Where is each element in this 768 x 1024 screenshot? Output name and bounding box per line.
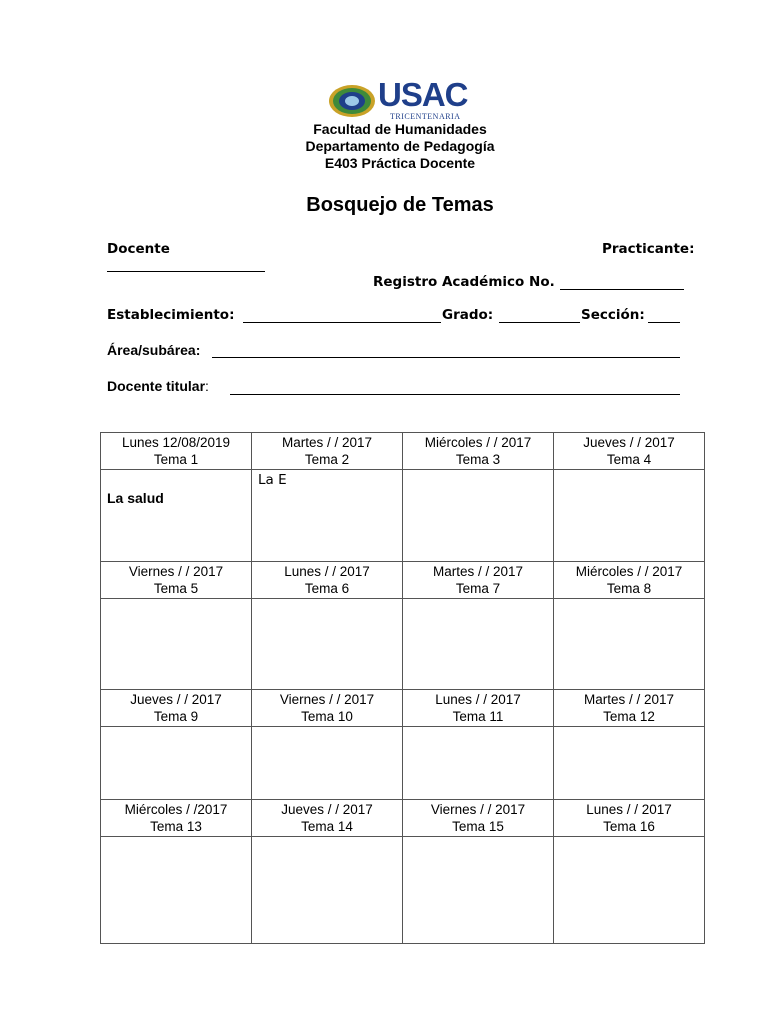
- topic-cell[interactable]: [554, 599, 705, 690]
- day-header-cell: Lunes 12/08/2019 Tema 1: [101, 433, 252, 470]
- table-header-row: [101, 562, 705, 599]
- faculty-name: Facultad de Humanidades: [313, 121, 487, 137]
- table-content-row: [101, 727, 705, 800]
- day-header-cell: Miércoles / /2017 Tema 13: [101, 800, 252, 837]
- course-name: E403 Práctica Docente: [324, 155, 476, 171]
- topic-cell[interactable]: [101, 837, 252, 944]
- registro-line[interactable]: [560, 289, 684, 290]
- day-header-cell: Martes / / 2017 Tema 2: [252, 433, 403, 470]
- day-header-cell: Lunes / / 2017 Tema 16: [554, 800, 705, 837]
- topic-cell[interactable]: [252, 599, 403, 690]
- day-header-cell: Viernes / / 2017 Tema 15: [403, 800, 554, 837]
- day-header-cell: Viernes / / 2017 Tema 5: [101, 562, 252, 599]
- day-header-cell: Lunes / / 2017 Tema 11: [403, 690, 554, 727]
- day-header-cell: Jueves / / 2017 Tema 9: [101, 690, 252, 727]
- establecimiento-label: Establecimiento:: [107, 307, 235, 323]
- topic-cell[interactable]: [252, 837, 403, 944]
- grado-line[interactable]: [499, 322, 580, 323]
- topic-cell[interactable]: [101, 727, 252, 800]
- topic-cell[interactable]: [403, 727, 554, 800]
- topic-cell[interactable]: [554, 727, 705, 800]
- area-label: Área/subárea:: [107, 342, 201, 358]
- department-name: Departamento de Pedagogía: [305, 138, 495, 154]
- logo-wordmark: USAC: [378, 76, 468, 113]
- table-content-row: [101, 837, 705, 944]
- table-header-row: [101, 690, 705, 727]
- day-header-cell: Miércoles / / 2017 Tema 8: [554, 562, 705, 599]
- docente-line[interactable]: [107, 271, 265, 272]
- table-content-row: [101, 470, 705, 562]
- docente-titular-label: Docente titular:: [107, 378, 209, 394]
- table-header-row: [101, 800, 705, 837]
- topic-cell[interactable]: [403, 599, 554, 690]
- practicante-label: Practicante:: [602, 241, 695, 257]
- schedule-table: [100, 432, 705, 944]
- usac-logo: [328, 76, 478, 122]
- topic-cell[interactable]: [554, 837, 705, 944]
- day-header-cell: Viernes / / 2017 Tema 10: [252, 690, 403, 727]
- university-seal-icon: [328, 84, 376, 118]
- topic-cell[interactable]: [554, 470, 705, 562]
- seccion-label: Sección:: [581, 307, 645, 323]
- logo-subtitle: TRICENTENARIA: [390, 112, 461, 121]
- topic-cell[interactable]: [403, 837, 554, 944]
- grado-label: Grado:: [442, 307, 494, 323]
- day-header-cell: Lunes / / 2017 Tema 6: [252, 562, 403, 599]
- topic-cell[interactable]: [101, 599, 252, 690]
- day-header-cell: Miércoles / / 2017 Tema 3: [403, 433, 554, 470]
- topic-cell[interactable]: La E: [252, 470, 403, 562]
- topic-cell[interactable]: [252, 727, 403, 800]
- topic-cell[interactable]: [403, 470, 554, 562]
- docente-label: Docente: [107, 241, 170, 257]
- page-title: Bosquejo de Temas: [306, 194, 494, 216]
- table-content-row: [101, 599, 705, 690]
- area-line[interactable]: [212, 357, 680, 358]
- docente-titular-line[interactable]: [230, 394, 680, 395]
- day-header-cell: Jueves / / 2017 Tema 4: [554, 433, 705, 470]
- day-header-cell: Jueves / / 2017 Tema 14: [252, 800, 403, 837]
- topic-cell[interactable]: La salud: [101, 470, 252, 562]
- seccion-line[interactable]: [648, 322, 680, 323]
- day-header-cell: Martes / / 2017 Tema 12: [554, 690, 705, 727]
- establecimiento-line[interactable]: [243, 322, 441, 323]
- day-header-cell: Martes / / 2017 Tema 7: [403, 562, 554, 599]
- table-header-row: [101, 433, 705, 470]
- registro-label: Registro Académico No.: [373, 274, 555, 290]
